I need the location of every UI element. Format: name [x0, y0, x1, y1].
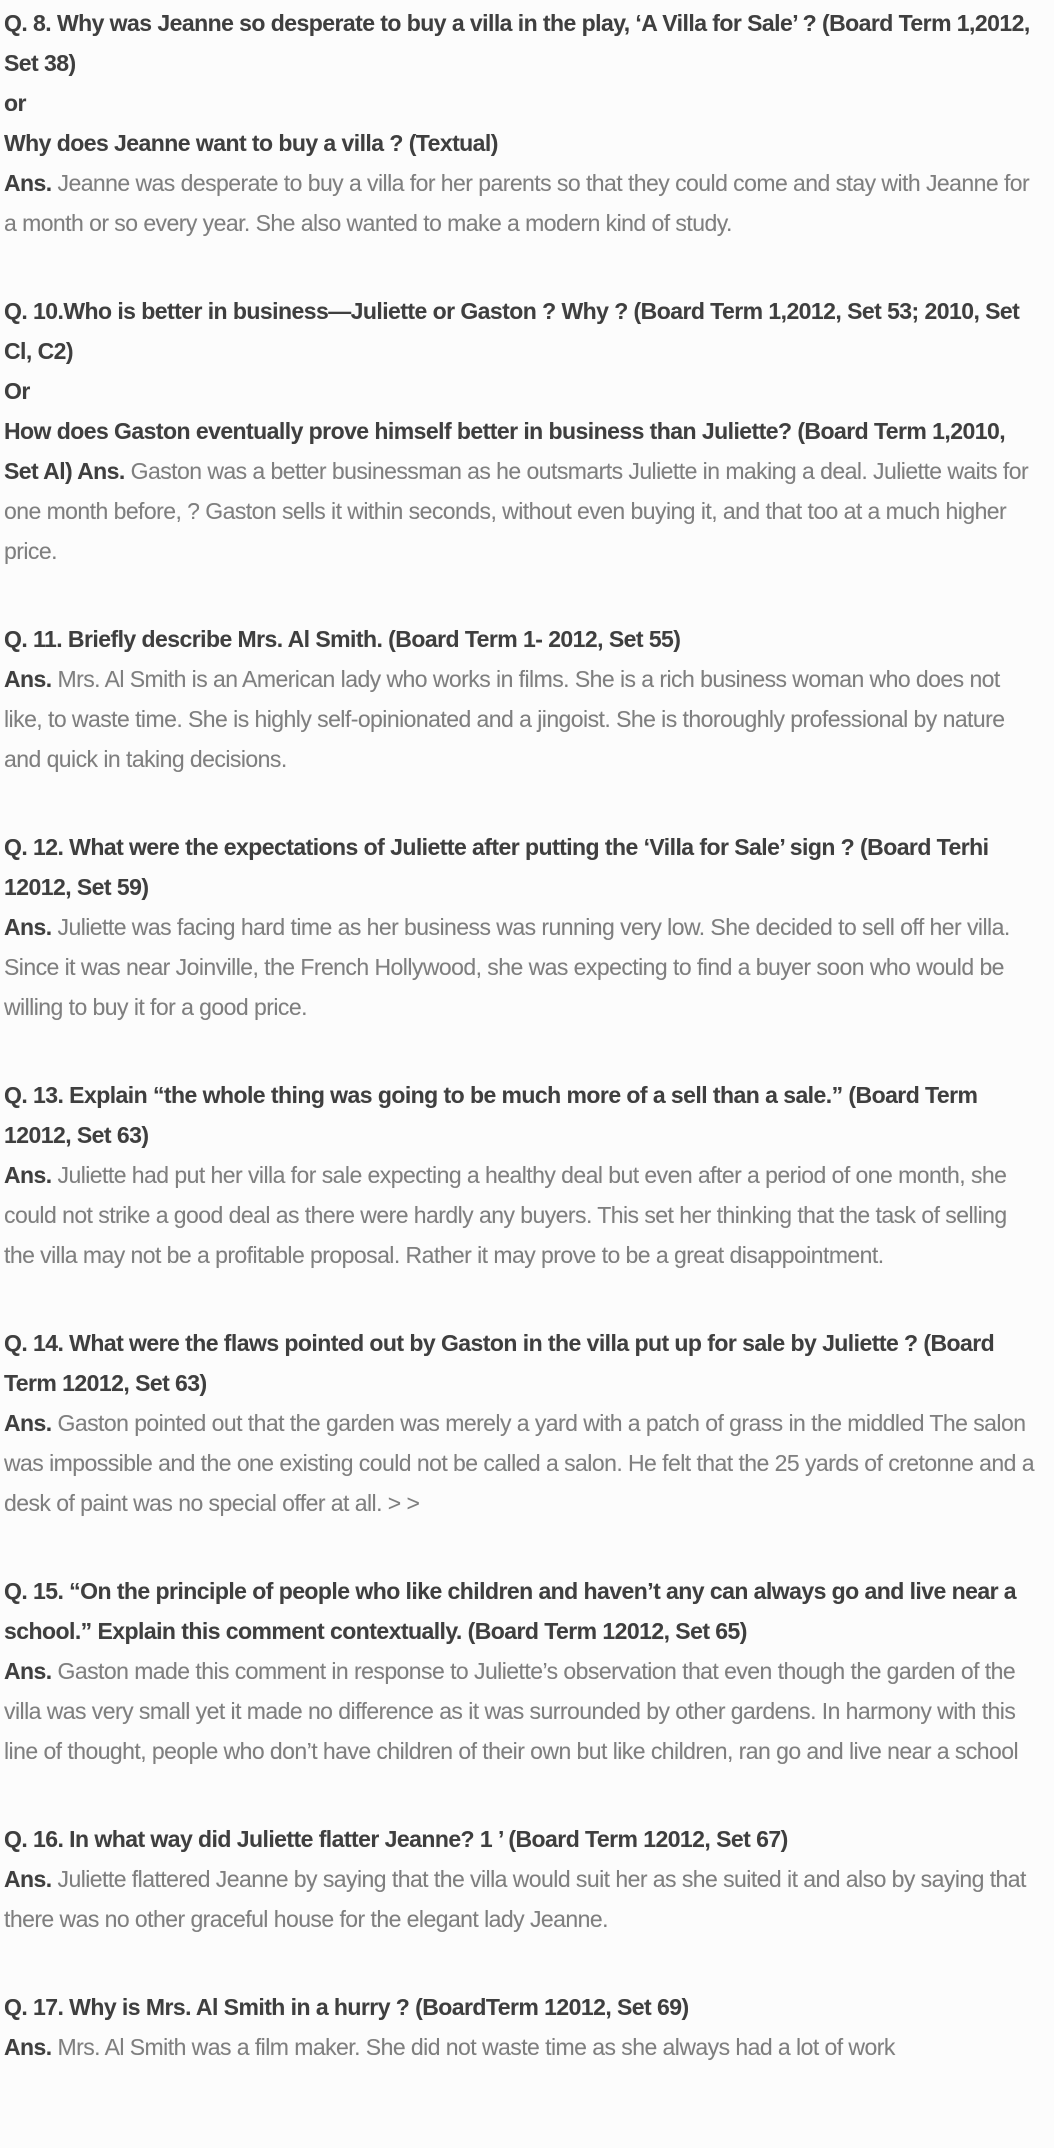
question-text: Q. 15. “On the principle of people who like children and haven’t any can always go and live near a school.” Explain this comment contextually. (Board Term 12012, Set 65)	[4, 1578, 1017, 1644]
qa-block	[4, 291, 1038, 571]
answer-text: Gaston pointed out that the garden was merely a yard with a patch of grass in the middled The salon was impossible and the one existing could not be called a salon. He felt that the 25 yards of cretonne and a desk of paint was no special offer at all. > >	[4, 1410, 1034, 1516]
answer-text: Mrs. Al Smith is an American lady who works in films. She is a rich business woman who does not like, to waste time. She is highly self-opinionated and a jingoist. She is thoroughly professional by nature and quick in taking decisions.	[4, 666, 1005, 772]
or-separator: or	[4, 90, 26, 116]
question-text: Q. 16. In what way did Juliette flatter Jeanne? 1 ’ (Board Term 12012, Set 67)	[4, 1826, 788, 1852]
qa-block	[4, 1323, 1038, 1523]
answer-label: Ans.	[4, 666, 52, 692]
question-text: How does Gaston eventually prove himself better in business than Juliette? (Board Term 1,2010, Set Al)	[4, 418, 1006, 484]
question-text: Q. 13. Explain “the whole thing was going to be much more of a sell than a sale.” (Board Term 12012, Set 63)	[4, 1082, 978, 1148]
answer-label: Ans.	[77, 458, 125, 484]
answer-label: Ans.	[4, 170, 52, 196]
answer-text: Jeanne was desperate to buy a villa for her parents so that they could come and stay with Jeanne for a month or so every year. She also wanted to make a modern kind of study.	[4, 170, 1030, 236]
answer-text: Juliette had put her villa for sale expecting a healthy deal but even after a period of one month, she could not strike a good deal as there were hardly any buyers. This set her thinking that the task of selling the villa may not be a profitable proposal. Rather it may prove to be a great disappointment.	[4, 1162, 1007, 1268]
question-text: Q. 17. Why is Mrs. Al Smith in a hurry ? (BoardTerm 12012, Set 69)	[4, 1994, 689, 2020]
answer-label: Ans.	[4, 914, 52, 940]
qa-content	[4, 3, 1038, 2067]
qa-block	[4, 619, 1038, 779]
answer-text: Gaston was a better businessman as he outsmarts Juliette in making a deal. Juliette waits for one month before, ? Gaston sells it within seconds, without even buying it, and that too at a much higher price.	[4, 458, 1029, 564]
answer-label: Ans.	[4, 1162, 52, 1188]
qa-block	[4, 1571, 1038, 1771]
qa-block	[4, 1819, 1038, 1939]
answer-text: Gaston made this comment in response to Juliette’s observation that even though the garden of the villa was very small yet it made no difference as it was surrounded by other gardens. In harmony with this line of thought, people who don’t have children of their own but like children, ran go and live near a school	[4, 1658, 1019, 1764]
qa-block	[4, 1075, 1038, 1275]
answer-text: Mrs. Al Smith was a film maker. She did not waste time as she always had a lot of work	[51, 2034, 895, 2060]
qa-block	[4, 827, 1038, 1027]
answer-text: Juliette was facing hard time as her business was running very low. She decided to sell off her villa. Since it was near Joinville, the French Hollywood, she was expecting to find a buyer soon who would be willing to buy it for a good price.	[4, 914, 1010, 1020]
question-text: Q. 12. What were the expectations of Juliette after putting the ‘Villa for Sale’ sign ? (Board Terhi 12012, Set 59)	[4, 834, 989, 900]
answer-label: Ans.	[4, 1658, 52, 1684]
question-text: Q. 8. Why was Jeanne so desperate to buy a villa in the play, ‘A Villa for Sale’ ? (Board Term 1,2012, Set 38)	[4, 10, 1030, 76]
or-separator: Or	[4, 378, 30, 404]
question-text: Why does Jeanne want to buy a villa ? (Textual)	[4, 130, 498, 156]
question-text: Q. 11. Briefly describe Mrs. Al Smith. (Board Term 1- 2012, Set 55)	[4, 626, 681, 652]
question-text: Q. 10.Who is better in business—Juliette or Gaston ? Why ? (Board Term 1,2012, Set 53; 2010, Set Cl, C2)	[4, 298, 1020, 364]
answer-label: Ans.	[4, 1866, 52, 1892]
answer-text: Juliette flattered Jeanne by saying that the villa would suit her as she suited it and also by saying that there was no other graceful house for the elegant lady Jeanne.	[4, 1866, 1026, 1932]
answer-label: Ans.	[4, 2034, 52, 2060]
qa-block	[4, 3, 1038, 243]
question-text: Q. 14. What were the flaws pointed out by Gaston in the villa put up for sale by Juliette ? (Board Term 12012, Set 63)	[4, 1330, 995, 1396]
qa-block	[4, 1987, 1038, 2067]
answer-label: Ans.	[4, 1410, 52, 1436]
